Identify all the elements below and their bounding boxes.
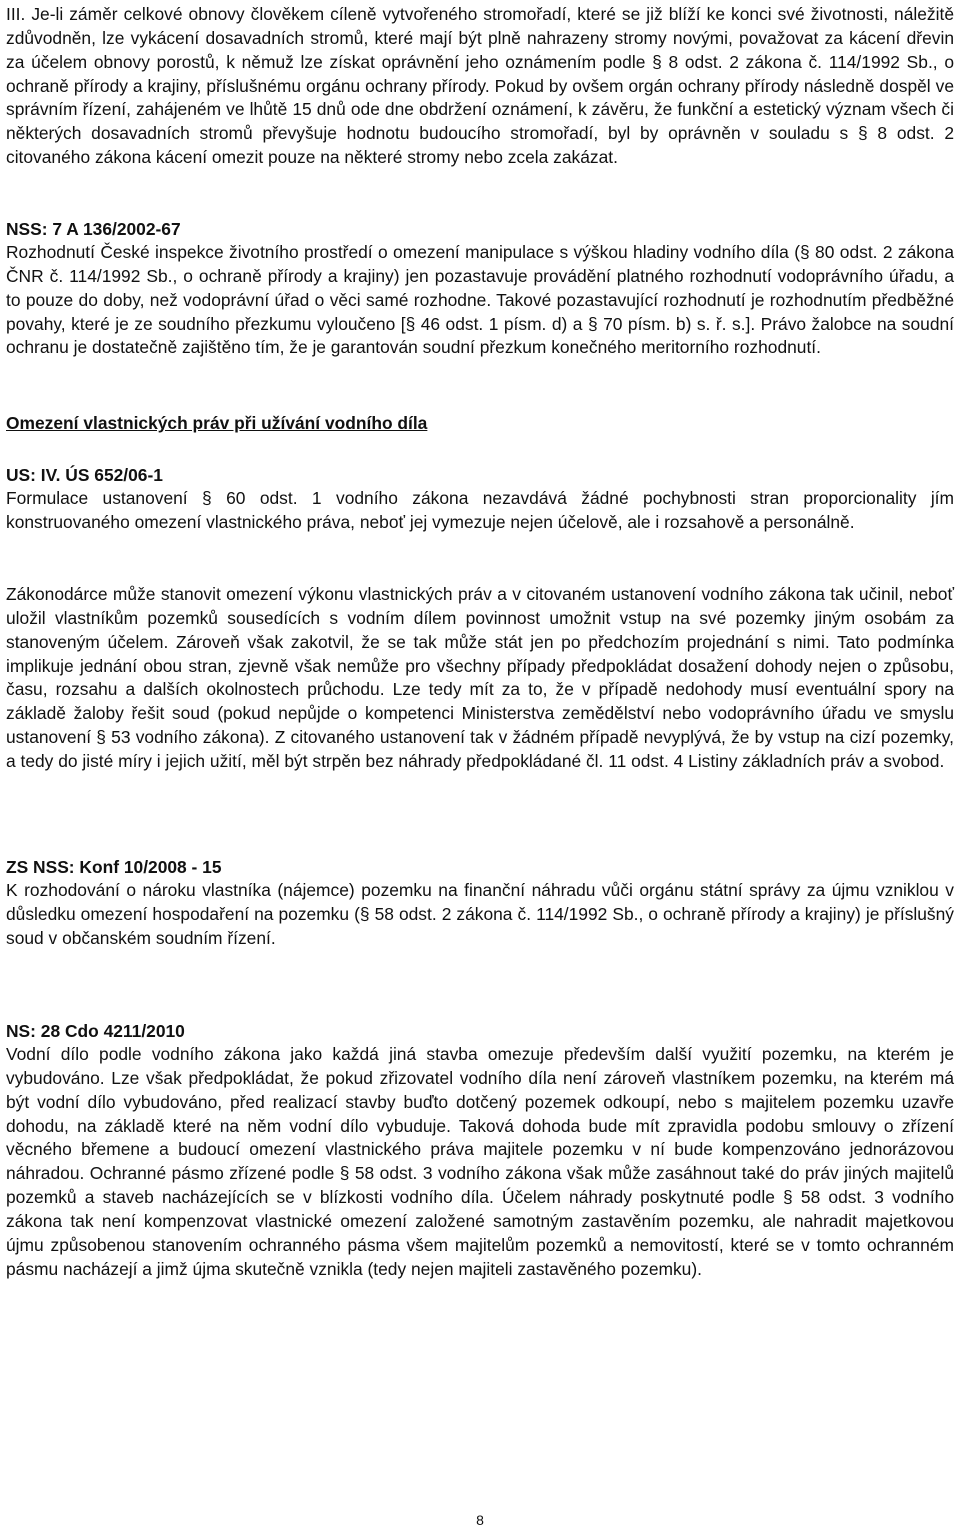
case-heading-nss-136: NSS: 7 A 136/2002-67 [6, 219, 181, 239]
case-heading-zs-nss: ZS NSS: Konf 10/2008 - 15 [6, 857, 222, 877]
paragraph-nss-136: Rozhodnutí České inspekce životního prostředí o omezení manipulace s výškou hladiny vodního díla (§ 80 odst. 2 zákona ČNR č. 114/1992 Sb., o ochraně přírody a krajiny) jen pozastavuje provádění platného rozhodnutí vodoprávního úřadu, a to pouze do doby, než vodoprávní úřad o věci samé rozhodne. Takové pozastavující rozhodnutí je rozhodnutím předběžné povahy, které je ze soudního přezkumu vyloučeno [§ 46 odst. 1 písm. d) a § 70 písm. b) s. ř. s.]. Právo žalobce na soudní ochranu je dostatečně zajištěno tím, že je garantován soudní přezkum konečného meritorního rozhodnutí. [6, 242, 954, 358]
paragraph-us-652-a: Formulace ustanovení § 60 odst. 1 vodního zákona nezavdává žádné pochybnosti stran proporcionality jím konstruovaného omezení vlastnického práva, neboť jej vymezuje nejen účelově, ale i rozsahově a personálně. [6, 488, 954, 532]
page-number: 8 [476, 1512, 484, 1528]
paragraph-ns-4211: Vodní dílo podle vodního zákona jako každá jiná stavba omezuje především další využití pozemku, na kterém je vybudováno. Lze však předpokládat, že pokud zřizovatel vodního díla není zároveň vlastníkem pozemku, na kterém má být vodní dílo vybudováno, před realizací stavby buďto dotčený pozemek odkoupí, nebo s majitelem pozemku uzavře dohodu, na základě které na něm vodní dílo vybuduje. Taková dohoda bude mít zpravidla podobu smlouvy o zřízení věcného břemene a budoucí omezení vlastnického práva majitele pozemku v ní bude kompenzováno jednorázovou náhradou. Ochranné pásmo zřízené podle § 58 odst. 3 vodního zákona však může zasáhnout také do práv jiných majitelů pozemků a staveb nacházejících se v blízkosti vodního díla. Účelem náhrady poskytnuté podle § 58 odst. 3 vodního zákona tak není kompenzovat vlastnické omezení založené samotným zastavěním pozemku, ale nahradit majetkovou újmu způsobenou stanovením ochranného pásma všem majitelům pozemků a nemovitostí, které se v tomto ochranném pásmu nacházejí a jimž újma skutečně vznikla (tedy nejen majiteli zastavěného pozemku). [6, 1044, 954, 1279]
paragraph-us-652-b: Zákonodárce může stanovit omezení výkonu vlastnických práv a v citovaném ustanovení vodního zákona tak učinil, neboť uložil vlastníkům pozemků sousedících s vodním dílem povinnost umožnit vstup na své pozemky jiným osobám za stanoveným účelem. Zároveň však zakotvil, že se tak může stát jen po předchozím projednání s nimi. Tato podmínka implikuje jednání obou stran, zjevně však nemůže pro všechny případy předpokládat dosažení dohody nejen o způsobu, času, rozsahu a dalších okolnostech průchodu. Lze tedy mít za to, že v případě nedohody musí eventuální spory na základě žaloby řešit soud (pokud nepůjde o kompetenci Ministerstva zemědělství nebo vodoprávního úřadu ve smyslu ustanovení § 53 vodního zákona). Z citovaného ustanovení tak v žádném případě nevyplývá, že by vstup na cizí pozemky, a tedy do jisté míry i jejich užití, měl být strpěn bez náhrady předpokládané čl. 11 odst. 4 Listiny základních práv a svobod. [6, 584, 954, 771]
paragraph-tree-felling: III. Je-li záměr celkové obnovy člověkem cíleně vytvořeného stromořadí, které se již blíží ke konci své životnosti, náležitě zdůvodněn, lze vykácení dosavadních stromů, které mají být plně nahrazeny stromy novými, považovat za kácení dřevin za účelem obnovy porostů, k němuž lze získat oprávnění jeho oznámením podle § 8 odst. 2 zákona č. 114/1992 Sb., o ochraně přírody a krajiny, příslušnému orgánu ochrany přírody. Pokud by ovšem orgán ochrany přírody následně dospěl ve správním řízení, zahájeném ve lhůtě 15 dnů ode dne obdržení oznámení, k závěru, že funkční a estetický význam všech či některých dosavadních stromů převyšuje hodnotu budoucího stromořadí, byl by oprávněn v souladu s § 8 odst. 2 citovaného zákona kácení omezit pouze na některé stromy nebo zcela zakázat. [6, 4, 954, 168]
paragraph-zs-nss: K rozhodování o nároku vlastníka (nájemce) pozemku na finanční náhradu vůči orgánu státní správy za újmu vzniklou v důsledku omezení hospodaření na pozemku (§ 58 odst. 2 zákona č. 114/1992 Sb., o ochraně přírody a krajiny) je příslušný soud v občanském soudním řízení. [6, 880, 954, 948]
section-heading-ownership: Omezení vlastnických práv při užívání vodního díla [6, 413, 428, 433]
case-heading-ns-4211: NS: 28 Cdo 4211/2010 [6, 1021, 185, 1041]
case-heading-us-652: US: IV. ÚS 652/06-1 [6, 465, 163, 485]
